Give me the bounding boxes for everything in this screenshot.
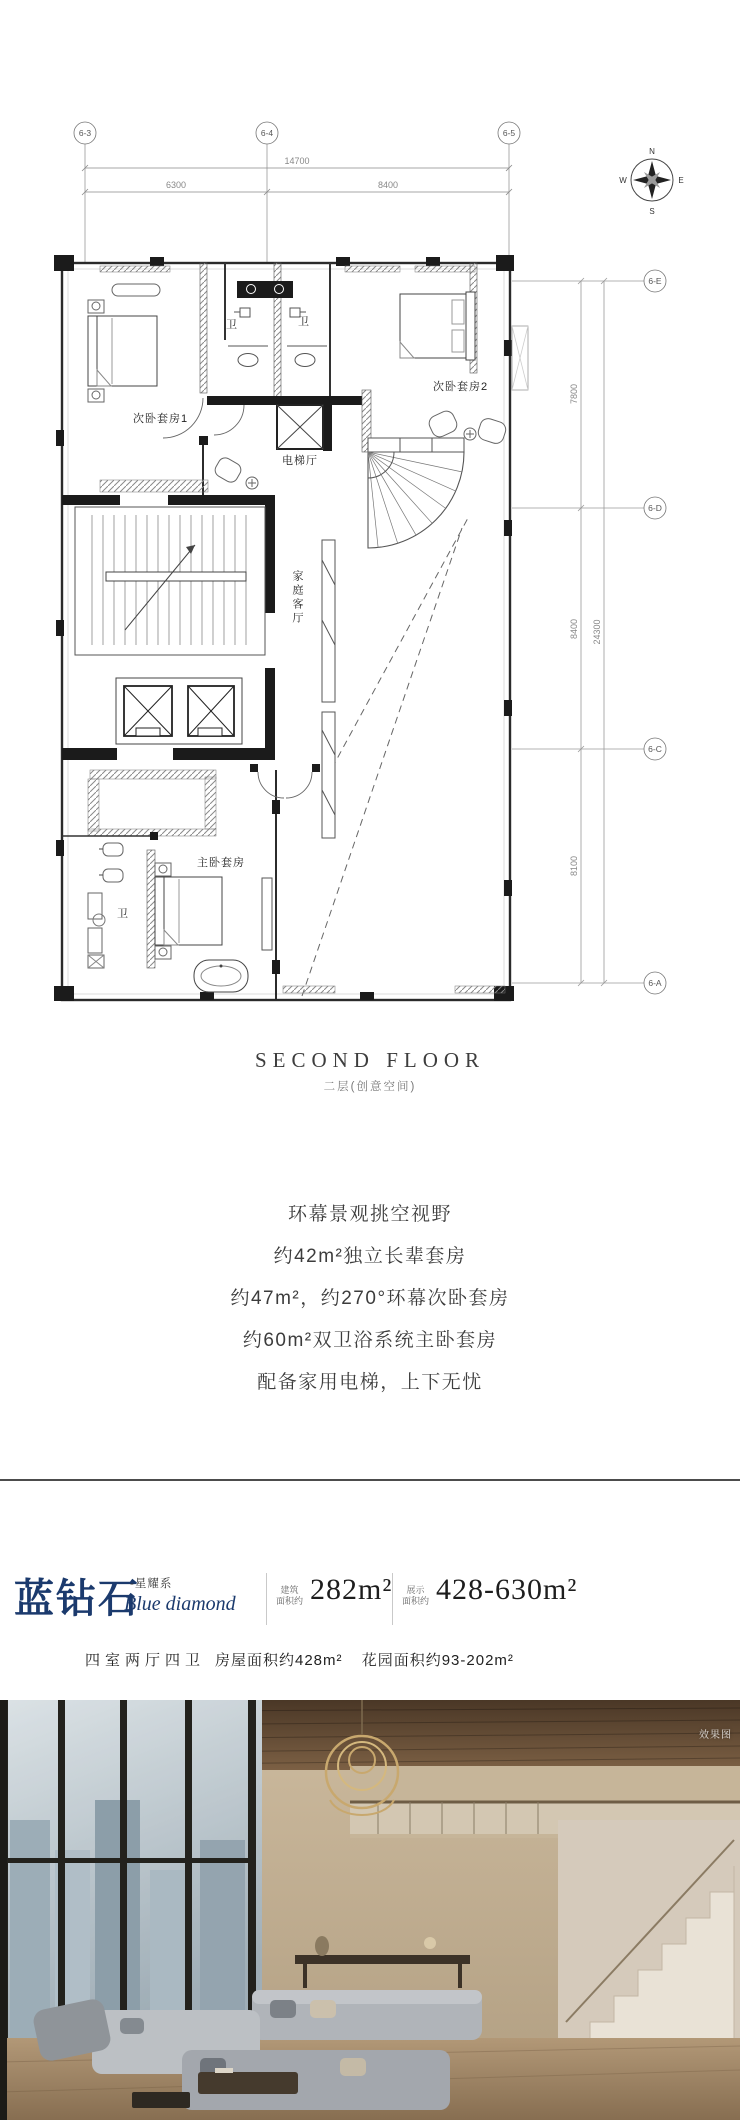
- display-area-label-2: 面积约: [402, 1596, 430, 1606]
- interior-photo: [0, 1700, 740, 2120]
- label-master-bath: 卫: [117, 908, 129, 920]
- dims-top-labels: [166, 156, 398, 190]
- floor-title-en: SECOND FLOOR: [254, 1048, 486, 1072]
- vertical-divider-1: [266, 1573, 267, 1625]
- product-series-en: Blue diamond: [124, 1593, 236, 1615]
- axis-6-E: 6-E: [648, 276, 662, 286]
- dim-24300: 24300: [592, 619, 602, 645]
- dim-total-top: 14700: [284, 156, 310, 166]
- label-elevator-hall: 电梯厅: [282, 455, 318, 467]
- compass-e: E: [678, 176, 684, 185]
- dim-7800: 7800: [569, 383, 579, 405]
- axis-6-D: 6-D: [648, 503, 662, 513]
- display-area-label-1: 展示: [406, 1585, 425, 1595]
- product-name: 蓝钻石: [14, 1576, 140, 1621]
- feature-line-1: 环幕景观挑空视野: [287, 1204, 452, 1225]
- floor-title: [0, 1048, 740, 1094]
- floor-plan-section: [0, 0, 740, 1040]
- grid-right-axis-labels: [648, 276, 662, 988]
- compass-icon: [619, 147, 683, 216]
- feature-line-4: 约60m²双卫浴系统主卧套房: [242, 1330, 498, 1351]
- compass-w: W: [619, 176, 627, 185]
- display-area-label: [402, 1585, 429, 1607]
- vertical-divider-2: [392, 1573, 393, 1625]
- build-area-label-2: 面积约: [276, 1596, 304, 1606]
- compass-n: N: [649, 147, 655, 156]
- rooms-spec: 四室两厅四卫: [85, 1652, 206, 1669]
- build-area-label-1: 建筑: [280, 1585, 299, 1595]
- house-area: 房屋面积约428m²: [215, 1652, 343, 1669]
- dims-top: [82, 165, 512, 195]
- axis-6-C: 6-C: [648, 744, 662, 754]
- balcony-platform: [512, 326, 528, 390]
- floor-plan-drawing: [0, 0, 740, 1040]
- label-bedroom1: 次卧套房1: [133, 413, 189, 425]
- product-block: [14, 1565, 726, 1685]
- compass-s: S: [649, 207, 655, 216]
- dim-8400-right: 8400: [569, 618, 579, 640]
- photo-left-frame: [0, 1700, 7, 2120]
- axis-6-A: 6-A: [648, 978, 662, 988]
- axis-6-5: 6-5: [502, 128, 516, 138]
- coffee-table: [198, 2072, 298, 2094]
- staircase: [558, 1820, 740, 2052]
- render-watermark: 效果图: [699, 1730, 732, 1741]
- build-area-value: 282m²: [310, 1573, 393, 1606]
- garden-area: 花园面积约93-202m²: [361, 1652, 514, 1669]
- label-bedroom2: 次卧套房2: [433, 381, 489, 393]
- dim-6300: 6300: [165, 180, 187, 190]
- feature-line-3: 约47m²，约270°环幕次卧套房: [230, 1288, 510, 1309]
- dim-8400-top: 8400: [377, 180, 399, 190]
- dims-right-labels: [569, 384, 602, 876]
- dim-8100: 8100: [569, 855, 579, 877]
- areas-spec: [215, 1649, 528, 1670]
- label-bath2: 卫: [298, 316, 310, 328]
- product-series: -星耀系: [130, 1578, 173, 1590]
- label-family-room: 家庭客厅: [291, 570, 303, 626]
- grid-top-axis-labels: [79, 128, 516, 138]
- axis-6-4: 6-4: [260, 128, 274, 138]
- feature-line-5: 配备家用电梯，上下无忧: [257, 1372, 483, 1393]
- grid-right-axes: [512, 270, 666, 994]
- elevators: [116, 678, 242, 744]
- floor-title-cn: 二层(创意空间): [323, 1081, 417, 1093]
- features-list: [0, 1194, 740, 1404]
- axis-6-3: 6-3: [78, 128, 92, 138]
- label-bath1: 卫: [226, 319, 238, 331]
- label-master: 主卧套房: [197, 857, 245, 869]
- grid-top-axes: [74, 122, 520, 263]
- side-table: [132, 2092, 190, 2108]
- feature-line-2: 约42m²独立长辈套房: [273, 1246, 467, 1267]
- build-area-label: [276, 1585, 303, 1607]
- interior-render: [0, 1700, 740, 2120]
- display-area-value: 428-630m²: [436, 1573, 578, 1606]
- window-wall: [0, 1700, 262, 2040]
- section-divider: [0, 1479, 740, 1481]
